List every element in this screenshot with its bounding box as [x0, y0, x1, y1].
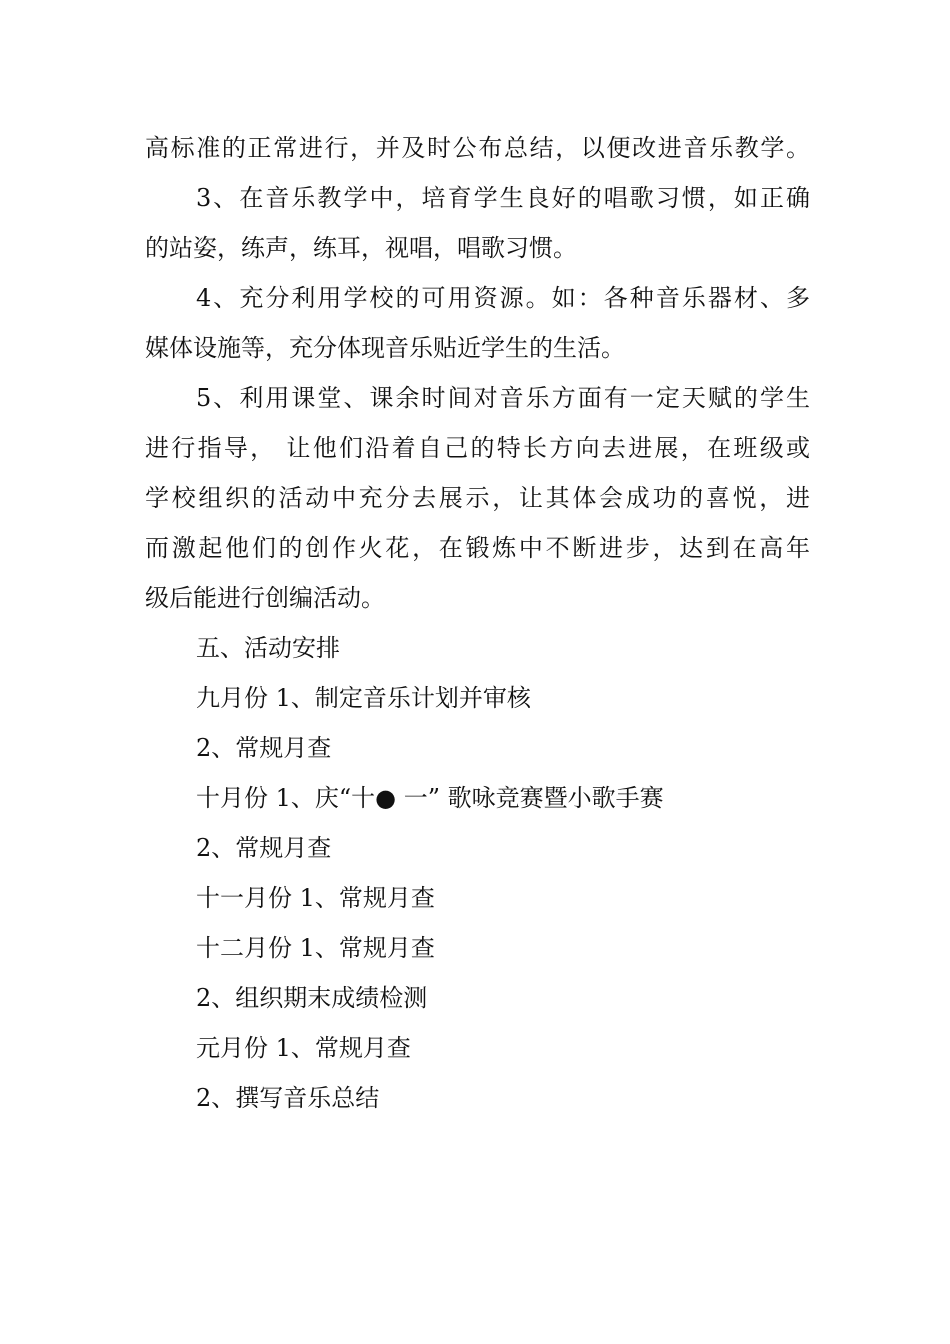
paragraph-line: 级后能进行创编活动。 [145, 584, 385, 612]
paragraph-line: 3、在音乐教学中，培育学生良好的唱歌习惯，如正确 [196, 184, 810, 212]
schedule-item: 2、常规月查 [196, 734, 332, 762]
paragraph-line: 高标准的正常进行，并及时公布总结，以便改进音乐教学。 [145, 134, 810, 162]
paragraph-line: 而激起他们的创作火花，在锻炼中不断进步，达到在高年 [145, 534, 810, 562]
section-heading: 五、活动安排 [196, 634, 340, 662]
schedule-item: 十二月份 1、常规月查 [196, 934, 435, 962]
paragraph-line: 的站姿，练声，练耳，视唱，唱歌习惯。 [145, 234, 577, 262]
schedule-item: 2、组织期末成绩检测 [196, 984, 428, 1012]
paragraph-line: 媒体设施等，充分体现音乐贴近学生的生活。 [145, 334, 625, 362]
schedule-item: 2、撰写音乐总结 [196, 1084, 380, 1112]
paragraph-line: 进行指导， 让他们沿着自己的特长方向去进展，在班级或 [145, 434, 810, 462]
paragraph-line: 4、充分利用学校的可用资源。如：各种音乐器材、多 [196, 284, 810, 312]
schedule-item: 元月份 1、常规月查 [196, 1034, 411, 1062]
paragraph-line: 5、利用课堂、课余时间对音乐方面有一定天赋的学生 [196, 384, 810, 412]
paragraph-line: 学校组织的活动中充分去展示，让其体会成功的喜悦，进 [145, 484, 810, 512]
schedule-item: 十一月份 1、常规月查 [196, 884, 435, 912]
schedule-item: 2、常规月查 [196, 834, 332, 862]
schedule-item: 九月份 1、制定音乐计划并审核 [196, 684, 531, 712]
schedule-item: 十月份 1、庆“十● 一” 歌咏竞赛暨小歌手赛 [196, 784, 664, 812]
